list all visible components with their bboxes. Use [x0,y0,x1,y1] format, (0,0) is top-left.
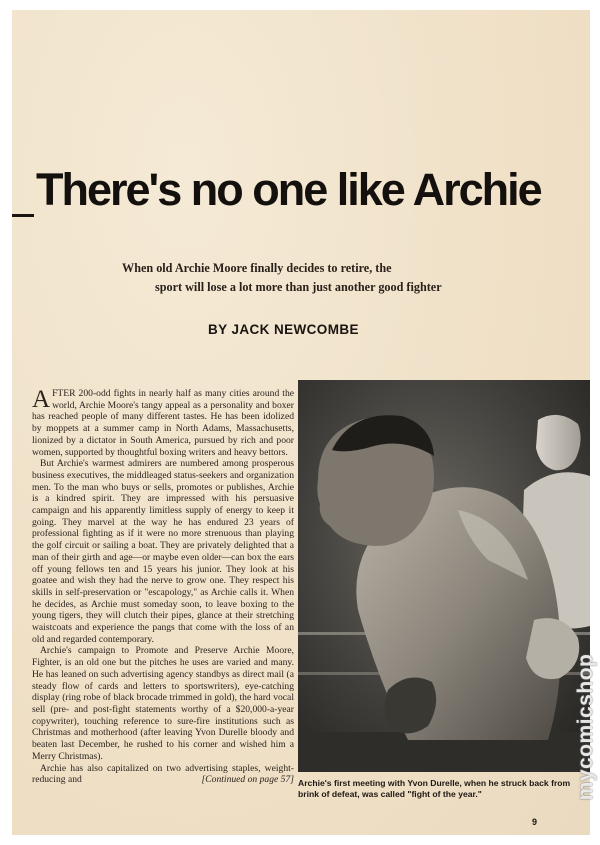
paragraph-4-text: Archie has also capitalized on two advertising staples, weight-reducing and [32,762,294,786]
photo-caption: Archie's first meeting with Yvon Durelle, when he struck back from brink of defeat, was called "fight of the year." [298,778,571,799]
headline-rule-mark [12,214,34,217]
deck-line-1: When old Archie Moore finally decides to retire, the [122,261,392,275]
continued-note: [Continued on page 57] [201,774,294,786]
watermark-text: mycomicshop [574,653,597,801]
boxer-photo-illustration [298,380,590,772]
deck-line-2: sport will lose a lot more than just another good fighter [155,280,442,294]
article-body [32,388,294,786]
article-headline: There's no one like Archie [36,164,541,215]
page-number: 9 [532,817,542,827]
paragraph-2: But Archie's warmest admirers are numbered among prosperous business executives, the middleaged status-seekers and organization men. To the man who buys or sells, promotes or publishes, Archie is a kindred spirit. They are impressed with his persuasive campaign and his apparently limitless supply of energy to keep it going. They marvel at the way he has endured 23 years of professional fighting as if it were no more strenuous than playing the golf circuit or sailing a boat. They are privately delighted that a man of their girth and age—or maybe even older—can box the ears off young fellows ten and 15 years his junior. They look at his goatee and wish they had the nerve to grow one. They respect his skills in self-preservation or "escapology," as Archie calls it. When he decides, as Archie must someday soon, to leave boxing to the young tigers, they will clutch their pipes, glance at their stretching waistcoats and experience the pangs that come with the loss of an old and regarded contemporary. [32,458,294,645]
magazine-page [12,10,590,835]
boxing-photo [298,380,590,772]
paragraph-4 [32,763,294,786]
drop-cap: A [32,386,51,413]
paragraph-3: Archie's campaign to Promote and Preserve Archie Moore, Fighter, is an old one but the pitches he uses are varied and many. He has leaned on such advertising agency standbys as direct mail (a steady flow of cards and letters to sportswriters), eye-catching display (ring robe of black brocade trimmed in gold), the hard vocal sell (pre- and post-fight statements worthy of a $20,000-a-year copywriter), touching reference to sure-fire institutions such as Christmas and motherhood (after leaving Yvon Durelle bloody and beaten last December, he rushed to his corner and wished him a Merry Christmas). [32,645,294,762]
article-deck [122,259,542,297]
paragraph-1 [32,388,294,458]
byline: BY JACK NEWCOMBE [208,322,359,337]
paragraph-1-text: FTER 200-odd fights in nearly half as many cities around the world, Archie Moore's tangy appeal as a personality and boxer has reached people of many different tastes. He has been idolized by moppets at a summer camp in North Adams, Massachusetts, lionized by a dictator in South America, pursued by rich and poor women, supported by thoughtful boxing writers and heavy bettors. [32,388,294,458]
